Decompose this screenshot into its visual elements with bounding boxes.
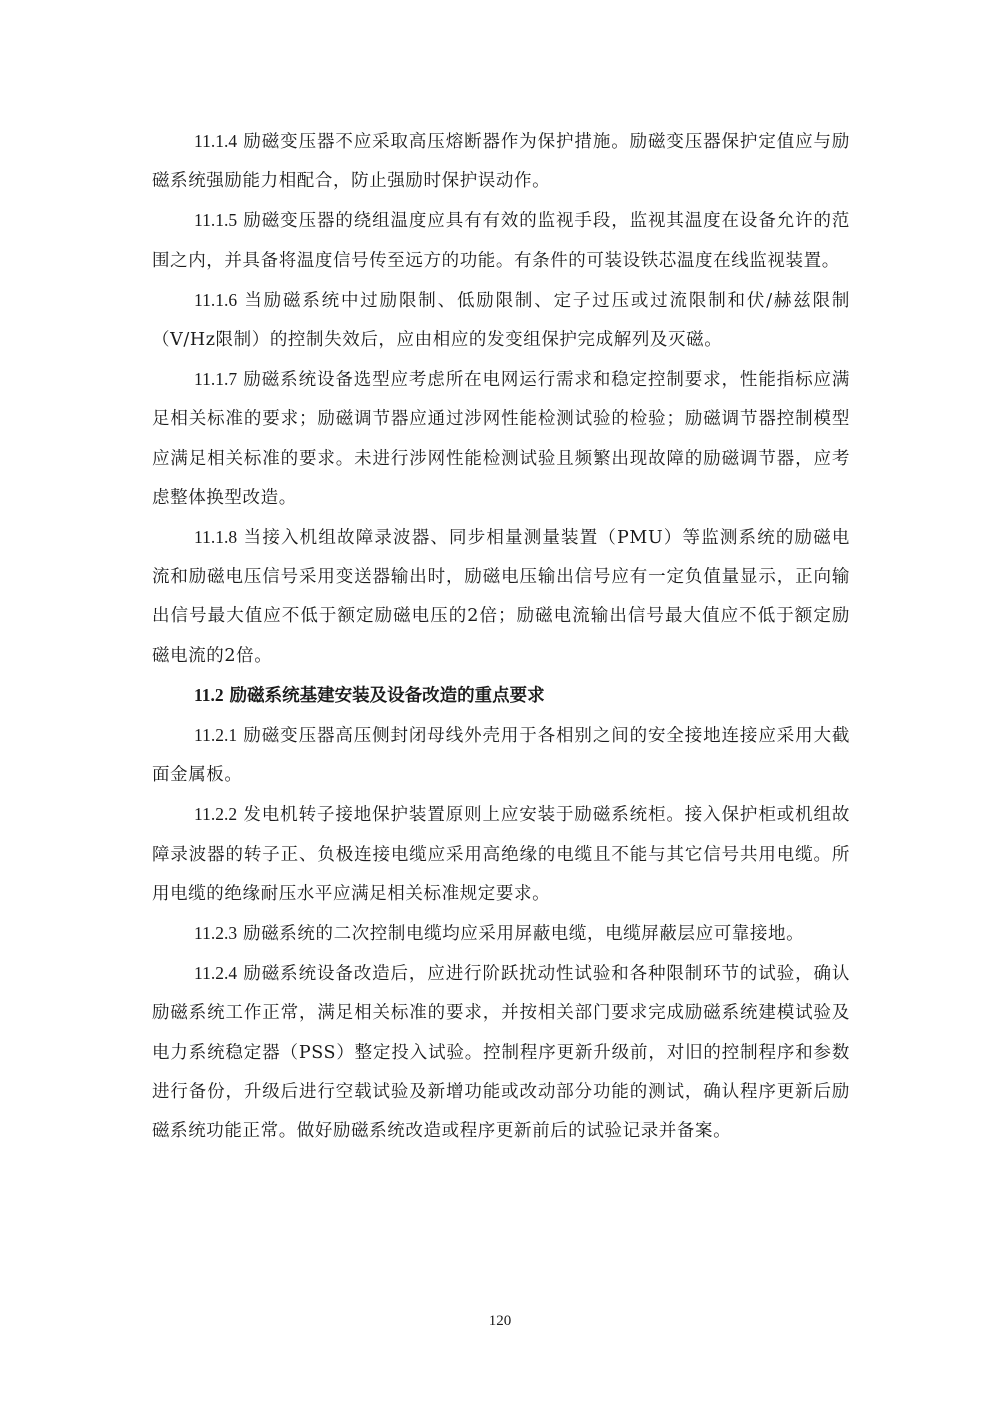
clause-number: 11.1.5	[194, 210, 238, 231]
clause-11-2-1	[152, 716, 850, 795]
clause-text: 励磁系统设备选型应考虑所在电网运行需求和稳定控制要求，性能指标应满足相关标准的要求；励磁调节器应通过涉网性能检测试验的检验；励磁调节器控制模型应满足相关标准的要求。未进行涉网性能检测试验且频繁出现故障的励磁调节器，应考虑整体换型改造。	[152, 370, 850, 508]
clause-text: 励磁变压器不应采取高压熔断器作为保护措施。励磁变压器保护定值应与励磁系统强励能力相配合，防止强励时保护误动作。	[152, 132, 850, 192]
clause-11-1-8	[152, 518, 850, 676]
clause-text: 当励磁系统中过励限制、低励限制、定子过压或过流限制和伏/赫兹限制（V/Hz限制）的控制失效后，应由相应的发变组保护完成解列及灭磁。	[152, 290, 850, 351]
section-number: 11.2	[194, 684, 224, 705]
clause-text: 当接入机组故障录波器、同步相量测量装置（PMU）等监测系统的励磁电流和励磁电压信号采用变送器输出时，励磁电压输出信号应有一定负值量显示，正向输出信号最大值应不低于额定励磁电压的2倍；励磁电流输出信号最大值应不低于额定励磁电流的2倍。	[152, 528, 850, 666]
clause-text: 发电机转子接地保护装置原则上应安装于励磁系统柜。接入保护柜或机组故障录波器的转子正、负极连接电缆应采用高绝缘的电缆且不能与其它信号共用电缆。所用电缆的绝缘耐压水平应满足相关标准规定要求。	[152, 805, 850, 904]
clause-11-2-2	[152, 795, 850, 914]
clause-number: 11.1.7	[194, 369, 238, 390]
clause-11-2-4	[152, 954, 850, 1151]
clause-11-1-6	[152, 281, 850, 360]
section-heading-11-2	[152, 676, 850, 716]
clause-number: 11.1.8	[194, 527, 238, 548]
clause-number: 11.1.6	[194, 289, 238, 310]
clause-text: 励磁变压器高压侧封闭母线外壳用于各相别之间的安全接地连接应采用大截面金属板。	[152, 726, 850, 786]
clause-number: 11.1.4	[194, 131, 238, 151]
clause-11-2-3	[152, 914, 850, 954]
clause-text: 励磁变压器的绕组温度应具有有效的监视手段，监视其温度在设备允许的范围之内，并具备将温度信号传至远方的功能。有条件的可装设铁芯温度在线监视装置。	[152, 211, 850, 271]
clause-text: 励磁系统的二次控制电缆均应采用屏蔽电缆，电缆屏蔽层应可靠接地。	[243, 924, 805, 945]
document-body	[152, 122, 850, 1151]
section-title: 励磁系统基建安装及设备改造的重点要求	[229, 685, 545, 706]
page-number: 120	[488, 1313, 512, 1329]
clause-number: 11.2.3	[194, 923, 238, 944]
clause-number: 11.2.4	[194, 963, 238, 984]
clause-number: 11.2.1	[194, 725, 238, 746]
clause-11-1-7	[152, 360, 850, 518]
clause-text: 励磁系统设备改造后，应进行阶跃扰动性试验和各种限制环节的试验，确认励磁系统工作正常，满足相关标准的要求，并按相关部门要求完成励磁系统建模试验及电力系统稳定器（PSS）整定投入试验。控制程序更新升级前，对旧的控制程序和参数进行备份，升级后进行空载试验及新增功能或改动部分功能的测试，确认程序更新后励磁系统功能正常。做好励磁系统改造或程序更新前后的试验记录并备案。	[152, 964, 850, 1142]
clause-number: 11.2.2	[194, 804, 238, 825]
clause-11-1-5	[152, 201, 850, 280]
clause-11-1-4	[152, 122, 850, 201]
